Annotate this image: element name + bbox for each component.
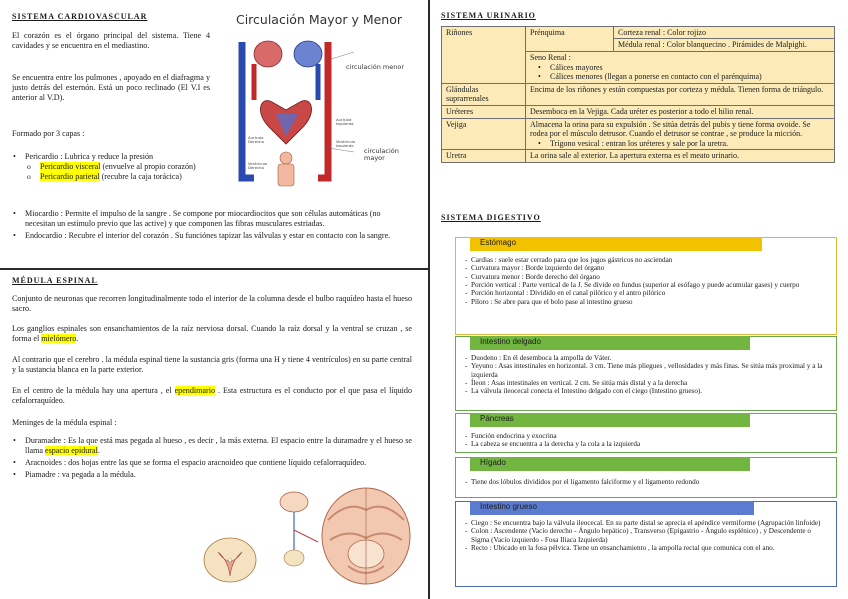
list-item-aracnoides: • Aracnoides : dos hojas entre las que se forma el espacio aracnoideo que contiene líquido cefalorraquídeo. bbox=[12, 458, 412, 468]
card-list bbox=[465, 256, 830, 306]
list-item-endocardio: • Endocardio : Recubre el interior del corazón . Su funciónes tapizar las válvulas y estar en contacto con la sangre. bbox=[12, 231, 412, 241]
section-title-urinario: SISTEMA URINARIO bbox=[441, 11, 536, 20]
card-list bbox=[465, 478, 830, 486]
list-item: - Cardias : suele estar cerrado para que los jugos gástricos no asciendan bbox=[465, 256, 830, 264]
list-item: - La válvula ileocecal conecta el Intestino delgado con el ciego (Intestino grueso). bbox=[465, 387, 830, 395]
medula-paragraph-3: Al contrario que el cerebro . la médula espinal tiene la sustancia gris (forma una H y tiene 4 ventrículos) en su parte central y la sustancia blanca en la parte exterior. bbox=[12, 355, 412, 374]
digestivo-card-intestino-delgado bbox=[455, 336, 837, 411]
medula-paragraph-5: Meninges de la médula espinal : bbox=[12, 418, 117, 427]
card-header: Páncreas bbox=[470, 413, 750, 427]
cell-ureteres-desc: Desemboca en la Vejiga. Cada uréter es posterior a todo el hilio renal. bbox=[526, 105, 835, 118]
cell-uretra-desc: La orina sale al exterior. La apertura externa es el meato urinario. bbox=[526, 150, 835, 163]
layer-list bbox=[12, 152, 212, 182]
cell-uretra: Uretra bbox=[442, 150, 526, 163]
section-title-medula: MÉDULA ESPINAL bbox=[12, 276, 98, 285]
label-circulacion-menor: circulación menor bbox=[346, 63, 405, 71]
digestivo-card-pancreas bbox=[455, 413, 837, 453]
section-digestivo bbox=[441, 213, 839, 553]
label-auricula-derecha: Aurícula Derecha bbox=[248, 135, 264, 145]
list-item: - Función endocrina y exocrina bbox=[465, 432, 830, 440]
cell-medula-renal: Médula renal : Color blanquecino . Pirámides de Malpighi. bbox=[614, 39, 835, 52]
highlight-parietal: Pericardio parietal bbox=[40, 171, 100, 181]
cell-corteza: Corteza renal : Color rojizo bbox=[614, 26, 835, 39]
medula-p2-text: Los ganglios espinales son ensanchamientos de la raíz nerviosa dorsal. Cuando la raíz dorsal y la ventral se cruzan , se forma el bbox=[12, 324, 412, 343]
section-cardiovascular bbox=[12, 12, 418, 264]
list-item-miocardio: • Miocardio : Permite el impulso de la sangre . Se compone por miocardiocitos que son células automáticas (no necesitan un estímulo previo que las active) y que componen las fibras musculares estriadas. bbox=[12, 209, 412, 229]
medula-paragraph-4 bbox=[12, 386, 412, 406]
list-item: - Íleon : Asas intestinales en vertical. 2 cm. Se sitúa más distal y a la derecha bbox=[465, 379, 830, 387]
highlight-espacio-epidural: espacio epidural bbox=[45, 445, 98, 455]
cell-ureteres: Uréteres bbox=[442, 105, 526, 118]
medula-paragraph-1: Conjunto de neuronas que recorren longitudinalmente todo el interior de la columna desde el bulbo raquídeo hasta el hueso sacro. bbox=[12, 294, 412, 313]
list-item: - Tiene dos lóbulos divididos por el ligamento falciforme y el ligamento redondo bbox=[465, 478, 830, 486]
table-row bbox=[442, 105, 835, 118]
cell-prenquima: Prénquima bbox=[526, 26, 614, 51]
table-row bbox=[442, 26, 835, 39]
section-urinario bbox=[441, 11, 839, 163]
vejiga-list bbox=[530, 139, 830, 149]
list-item: - Píloro : Se abre para que el bolo pase al intestino grueso bbox=[465, 298, 830, 306]
cell-vejiga: Vejiga bbox=[442, 118, 526, 150]
diagram-title: Circulación Mayor y Menor bbox=[235, 12, 403, 27]
section-title-cardio: SISTEMA CARDIOVASCULAR bbox=[12, 12, 148, 21]
list-item: - Ciego : Se encuentra bajo la válvula ileocecal. En su parte distal se aprecia el apéndice vermiforme (Agrupación linfoide) bbox=[465, 519, 830, 527]
card-list bbox=[465, 354, 830, 396]
cell-glandulas: Glándulas suprarrenales bbox=[442, 83, 526, 105]
table-row bbox=[442, 83, 835, 105]
list-item-parietal bbox=[12, 172, 212, 182]
highlight-visceral: Pericardio visceral bbox=[40, 161, 101, 171]
column-divider bbox=[428, 0, 430, 599]
card-list bbox=[465, 432, 830, 449]
table-row bbox=[442, 118, 835, 150]
list-item: - Yeyuno : Asas intestinales en horizontal. 3 cm. Tiene más pliegues , vellosidades y más finas. Se sitúa más proximal y a la izquierda bbox=[465, 362, 830, 379]
cell-vejiga-desc bbox=[526, 118, 835, 150]
section-title-digestivo: SISTEMA DIGESTIVO bbox=[441, 213, 541, 222]
medula-p2-end: . bbox=[76, 333, 79, 343]
card-header: Estómago bbox=[470, 237, 762, 251]
card-list bbox=[465, 519, 830, 552]
cardio-paragraph-3: Formado por 3 capas : bbox=[12, 129, 85, 138]
list-item: - Curvatura mayor : Borde izquierdo del órgano bbox=[465, 264, 830, 272]
list-item: • Cálices menores (llegan a ponerse en contacto con el parénquima) bbox=[530, 72, 830, 82]
list-item: - Porción vertical : Parte vertical de la J. Se divide en fundus (superior al esófago y puede acumular gases) y cuerpo bbox=[465, 281, 830, 289]
seno-label: Seno Renal : bbox=[530, 52, 571, 62]
seno-list bbox=[530, 63, 830, 82]
cardio-paragraph-2: Se encuentra entre los pulmones , apoyado en el diafragma y justo detrás del esternón. Está un poco reclinado (El V.I es anterior al V.D). bbox=[12, 73, 210, 102]
highlight-mielomero: mielómero bbox=[41, 333, 77, 343]
list-item: • Trígono vesical : entran los uréteres y sale por la uretra. bbox=[530, 139, 830, 149]
row-divider-left bbox=[0, 268, 428, 270]
layer-list-2 bbox=[12, 209, 412, 241]
visceral-text: (envuelve al propio corazón) bbox=[100, 161, 196, 171]
card-header: Hígado bbox=[470, 457, 750, 471]
list-item-duramadre bbox=[12, 436, 412, 456]
meninges-list bbox=[12, 436, 412, 479]
list-item-piamadre: • Piamadre : va pegada a la médula. bbox=[12, 470, 412, 480]
list-item-visceral bbox=[12, 162, 212, 172]
list-item: - Curvatura menor : Borde derecho del órgano bbox=[465, 273, 830, 281]
duramadre-end: . bbox=[97, 445, 100, 455]
cell-glandulas-desc: Encima de los riñones y están compuestas por corteza y médula. Tienen forma de triángulo. bbox=[526, 83, 835, 105]
medula-p4-end: . Esta estructura es el conducto por el que pasa el líquido cefalorraquídeo. bbox=[12, 386, 412, 405]
table-row bbox=[442, 150, 835, 163]
cardio-paragraph-1: El corazón es el órgano principal del sistema. Tiene 4 cavidades y se encuentra en el mediastino. bbox=[12, 31, 210, 50]
cell-seno-renal bbox=[526, 51, 835, 83]
section-medula-espinal bbox=[12, 276, 418, 594]
label-auricula-izquierda: Aurícula Izquierda bbox=[336, 117, 354, 127]
list-item-pericardio: • Pericardio : Lubrica y reduce la presión bbox=[12, 152, 212, 162]
cell-rinones: Riñones bbox=[442, 26, 526, 83]
list-item: - Colon : Ascendente (Vacío derecho - Ángulo hepático) , Transverso (Epigastrio - Ángulo esplénico) , y Descendente o Sigma (Vacío izquierdo - Fosa Iliaca Izquierda) bbox=[465, 527, 830, 544]
card-header: Intestino grueso bbox=[470, 501, 754, 515]
medula-p4-text: En el centro de la médula hay una apertura , el bbox=[12, 386, 175, 395]
list-item: - Duodeno : En él desemboca la ampolla de Váter. bbox=[465, 354, 830, 362]
urinario-table bbox=[441, 26, 835, 163]
card-header: Intestino delgado bbox=[470, 336, 750, 350]
medula-paragraph-2 bbox=[12, 324, 412, 344]
highlight-ependimario: ependimario bbox=[174, 386, 216, 395]
list-item: - La cabeza se encuentra a la derecha y la cola a la izquierda bbox=[465, 440, 830, 448]
label-ventriculo-derecho: Ventrículo Derecho bbox=[248, 161, 268, 171]
label-ventriculo-izquierdo: Ventrículo Izquierdo bbox=[336, 139, 356, 149]
digestivo-card-higado bbox=[455, 457, 837, 498]
parietal-text: (recubre la caja torácica) bbox=[99, 171, 182, 181]
digestivo-card-estomago bbox=[455, 237, 837, 335]
duramadre-text: Duramadre : Es la que está mas pegada al hueso , es decir , la más externa. El espacio entre la duramadre y el hueso se llama bbox=[25, 436, 412, 455]
list-item: - Porción horizontal : Dividido en el canal pilórico y el antro pilórico bbox=[465, 289, 830, 297]
list-item: • Cálices mayores bbox=[530, 63, 830, 73]
list-item: - Recto : Ubicado en la fosa pélvica. Tiene un ensanchamiento , la ampolla rectal que comunica con el ano. bbox=[465, 544, 830, 552]
vejiga-text: Almacena la orina para su expulsión . Se sitúa detrás del pubis y tiene forma ovoide. Se rodea por el músculo detrusor. Cuando el detrusor se contrae , se produce la micción. bbox=[530, 119, 811, 139]
label-circulacion-mayor: circulación mayor bbox=[364, 147, 399, 163]
digestivo-card-intestino-grueso bbox=[455, 501, 837, 587]
circulation-diagram bbox=[224, 12, 414, 190]
spinal-cord-illustration bbox=[198, 480, 414, 594]
